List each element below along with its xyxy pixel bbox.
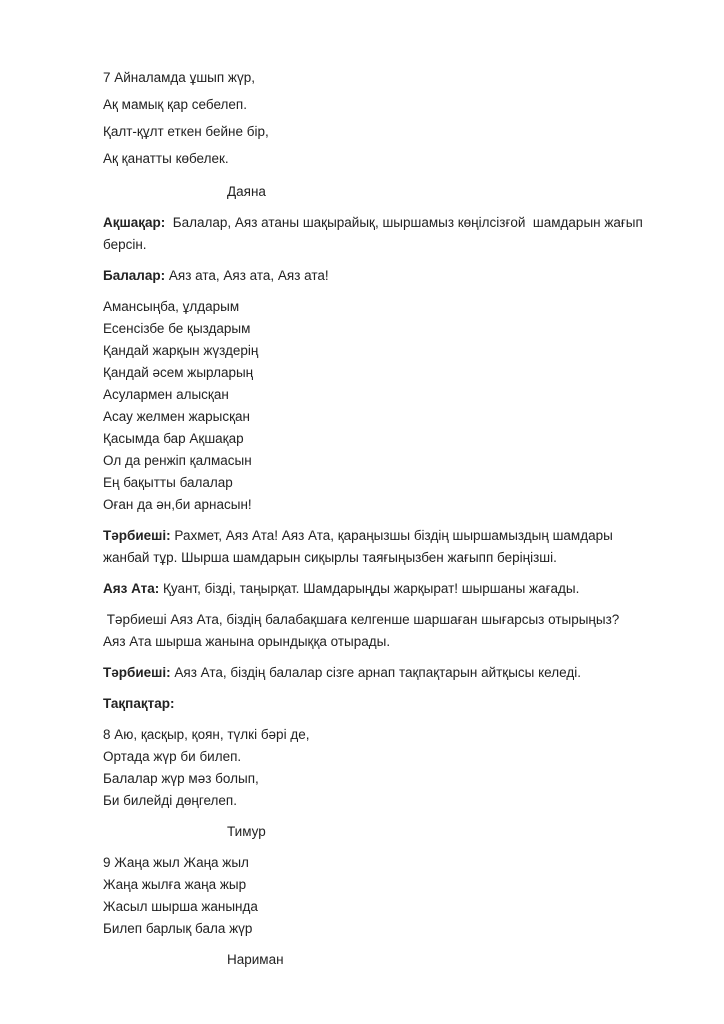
author-name-dayana: Даяна	[227, 184, 266, 199]
poem-line: Жаңа жылға жаңа жыр	[103, 877, 247, 892]
poem-line: Қандай жарқын жүздерің	[103, 343, 259, 358]
dialogue-text: берсін.	[103, 237, 147, 252]
poem-line: Ақ қанатты көбелек.	[103, 151, 229, 166]
dialogue-ayaz-ata	[103, 578, 660, 600]
speaker-label: Ақшақар:	[103, 215, 166, 230]
dialogue-text: Аяз ата, Аяз ата, Аяз ата!	[165, 268, 329, 283]
speaker-label: Тәрбиеші:	[103, 665, 171, 680]
poem-line: Қалт-құлт еткен бейне бір,	[103, 124, 269, 139]
stanza-8	[103, 724, 660, 812]
speaker-label: Тәрбиеші:	[103, 528, 171, 543]
poem-line: Ортада жүр би билеп.	[103, 749, 242, 764]
speaker-label: Балалар:	[103, 268, 166, 283]
dialogue-tarbieshi-1	[103, 525, 660, 569]
poem-line: Есенсізбе бе қыздарым	[103, 321, 251, 336]
poem-line: 8 Аю, қасқыр, қоян, түлкі бәрі де,	[103, 727, 310, 742]
section-heading-takpaktar	[103, 693, 660, 715]
poem-line: Би билейді дөңгелеп.	[103, 793, 237, 808]
poem-line: Қасымда бар Ақшақар	[103, 431, 244, 446]
poem-line: Балалар жүр мәз болып,	[103, 771, 259, 786]
poem-line: Асулармен алысқан	[103, 387, 229, 402]
heading-label: Тақпақтар:	[103, 696, 175, 711]
dialogue-text: Қуант, бізді, таңырқат. Шамдарыңды жарқырат! шыршаны жағады.	[159, 581, 580, 596]
author-name-nariman: Нариман	[227, 952, 284, 967]
poem-line: Жасыл шырша жанында	[103, 899, 258, 914]
dialogue-akshakar	[103, 212, 660, 256]
greeting-poem	[103, 296, 660, 516]
author-name-timur: Тимур	[227, 824, 266, 839]
poem-line: Ол да ренжіп қалмасын	[103, 453, 252, 468]
poem-line: 7 Айналамда ұшып жүр,	[103, 70, 255, 85]
stage-direction-tarbieshi	[103, 609, 660, 653]
poem-line: Оған да ән,би арнасын!	[103, 497, 252, 512]
poem-line: Ең бақытты балалар	[103, 475, 233, 490]
dialogue-text: Тәрбиеші Аяз Ата, біздің балабақшаға келгенше шаршаған шығарсыз отырыңыз?	[103, 612, 620, 627]
dialogue-tarbieshi-2	[103, 662, 660, 684]
poem-line: Билеп барлық бала жүр	[103, 921, 253, 936]
poem-line: Амансыңба, ұлдарым	[103, 299, 240, 314]
dialogue-text: Аяз Ата, біздің балалар сізге арнап тақпақтарын айтқысы келеді.	[170, 665, 581, 680]
dialogue-text: Балалар, Аяз атаны шақырайық, шыршамыз көңілсізғой шамдарын жағып	[165, 215, 643, 230]
poem-line: Асау желмен жарысқан	[103, 409, 250, 424]
stanza-9	[103, 852, 660, 940]
speaker-label: Аяз Ата:	[103, 581, 160, 596]
dialogue-text: Аяз Ата шырша жанына орындыққа отырады.	[103, 634, 391, 649]
poem-line: Қандай әсем жырларың	[103, 365, 254, 380]
dialogue-text: жанбай тұр. Шырша шамдарын сиқырлы таяғыңызбен жағыпп беріңізші.	[103, 550, 557, 565]
poem-line: 9 Жаңа жыл Жаңа жыл	[103, 855, 249, 870]
stanza-7	[103, 64, 660, 172]
poem-line: Ақ мамық қар себелеп.	[103, 97, 247, 112]
dialogue-balalar	[103, 265, 660, 287]
dialogue-text: Рахмет, Аяз Ата! Аяз Ата, қараңызшы біздің шыршамыздың шамдары	[170, 528, 613, 543]
